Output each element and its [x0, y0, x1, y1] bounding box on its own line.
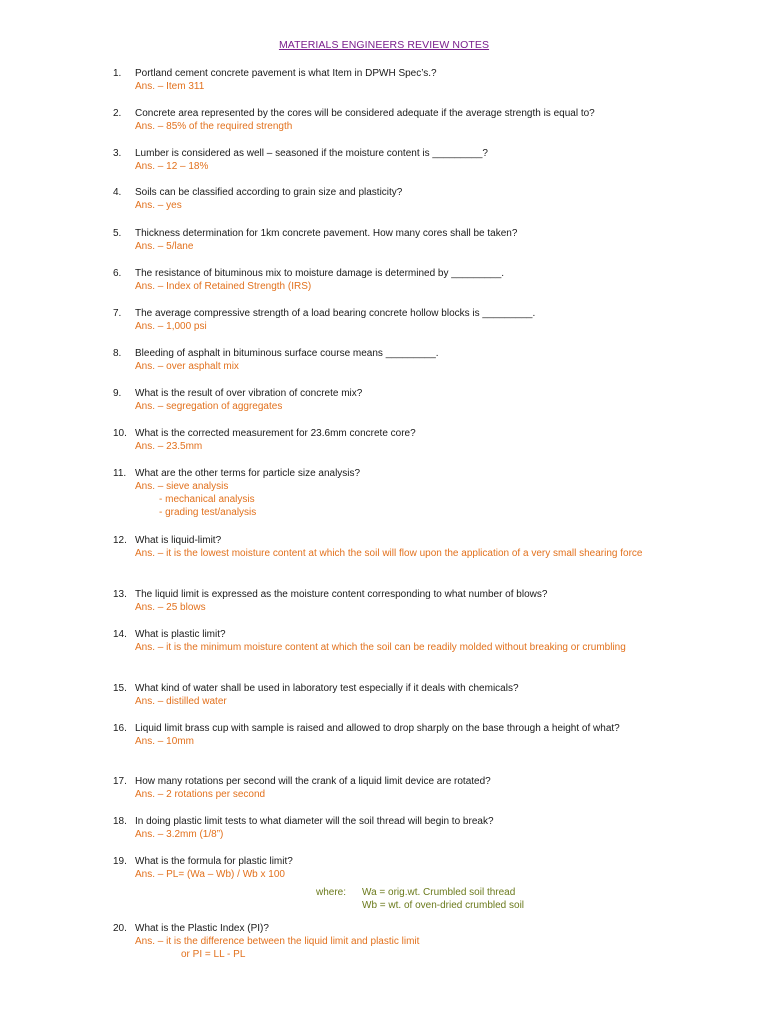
question-number: 3. — [113, 148, 122, 159]
answer-text: Ans. – distilled water — [135, 696, 227, 707]
answer-text: Ans. – 1,000 psi — [135, 321, 207, 332]
answer-text: Ans. – 2 rotations per second — [135, 789, 266, 800]
question-item-15 — [113, 682, 683, 708]
answer-text: Ans. – over asphalt mix — [135, 361, 239, 372]
question-item-16 — [113, 722, 683, 748]
answer-text: Ans. – segregation of aggregates — [135, 401, 283, 412]
question-item-5 — [113, 227, 683, 253]
question-number: 12. — [113, 535, 127, 546]
answer-text: Ans. – 3.2mm (1/8”) — [135, 829, 224, 840]
question-item-13 — [113, 588, 683, 614]
question-text: Bleeding of asphalt in bituminous surface course means _________. — [135, 348, 439, 359]
document-title: MATERIALS ENGINEERS REVIEW NOTES — [278, 39, 490, 51]
question-text: What is the result of over vibration of concrete mix? — [135, 388, 363, 399]
question-item-14 — [113, 628, 683, 654]
question-item-19 — [113, 855, 683, 912]
answer-text: Ans. – Index of Retained Strength (IRS) — [135, 281, 312, 292]
question-item-7 — [113, 307, 683, 333]
answer-text: Ans. – PL= (Wa – Wb) / Wb x 100 — [135, 869, 285, 880]
answer-text: Ans. – 85% of the required strength — [135, 121, 293, 132]
answer-text: Ans. – 25 blows — [135, 602, 206, 613]
question-number: 6. — [113, 268, 122, 279]
question-text: In doing plastic limit tests to what diameter will the soil thread will begin to break? — [135, 816, 494, 827]
question-item-2 — [113, 107, 683, 133]
question-number: 8. — [113, 348, 122, 359]
answer-text: Ans. – 23.5mm — [135, 441, 203, 452]
answer-text: Ans. – 12 – 18% — [135, 161, 209, 172]
question-text: Thickness determination for 1km concrete pavement. How many cores shall be taken? — [135, 228, 518, 239]
question-item-9 — [113, 387, 683, 413]
question-item-18 — [113, 815, 683, 841]
question-item-8 — [113, 347, 683, 373]
question-text: How many rotations per second will the crank of a liquid limit device are rotated? — [135, 776, 491, 787]
answer-text: Ans. – 5/lane — [135, 241, 194, 252]
question-number: 17. — [113, 776, 127, 787]
answer-text: Ans. – yes — [135, 200, 182, 211]
question-number: 18. — [113, 816, 127, 827]
question-number: 2. — [113, 108, 122, 119]
question-text: The average compressive strength of a load bearing concrete hollow blocks is _________. — [135, 308, 536, 319]
answer-text: Ans. – it is the minimum moisture content at which the soil can be readily molded without breaking or crumbling — [135, 642, 626, 653]
question-text: Liquid limit brass cup with sample is raised and allowed to drop sharply on the base through a height of what? — [135, 723, 620, 734]
question-number: 5. — [113, 228, 122, 239]
question-number: 13. — [113, 589, 127, 600]
question-number: 10. — [113, 428, 127, 439]
answer-text: Ans. – it is the lowest moisture content at which the soil will flow upon the application of a very small shearing force — [135, 548, 643, 559]
question-text: Portland cement concrete pavement is what Item in DPWH Spec’s.? — [135, 68, 437, 79]
question-item-12 — [113, 534, 683, 560]
answer-text: Ans. – sieve analysis — [135, 481, 229, 492]
answer-subitem: - grading test/analysis — [159, 507, 257, 518]
question-item-1 — [113, 67, 683, 93]
formula-legend-line — [113, 899, 683, 912]
question-item-10 — [113, 427, 683, 453]
question-text: The resistance of bituminous mix to moisture damage is determined by _________. — [135, 268, 505, 279]
question-text: The liquid limit is expressed as the moisture content corresponding to what number of blows? — [135, 589, 548, 600]
question-item-20 — [113, 922, 683, 961]
formula-variable-definition: Wa = orig.wt. Crumbled soil thread — [362, 887, 516, 898]
question-number: 11. — [113, 468, 127, 479]
answer-formula: or PI = LL - PL — [181, 949, 246, 960]
question-number: 20. — [113, 923, 127, 934]
question-number: 19. — [113, 856, 127, 867]
question-item-3 — [113, 147, 683, 173]
question-number: 4. — [113, 187, 122, 198]
question-number: 15. — [113, 683, 127, 694]
answer-text: Ans. – 10mm — [135, 736, 194, 747]
question-text: What is the formula for plastic limit? — [135, 856, 293, 867]
formula-where-label: where: — [316, 887, 347, 898]
formula-legend-line — [113, 886, 683, 899]
question-number: 9. — [113, 388, 122, 399]
answer-subitem: - mechanical analysis — [159, 494, 255, 505]
question-text: What is plastic limit? — [135, 629, 226, 640]
question-number: 1. — [113, 68, 122, 79]
question-number: 7. — [113, 308, 122, 319]
answer-text: Ans. – Item 311 — [135, 81, 205, 92]
question-text: What is the Plastic Index (PI)? — [135, 923, 269, 934]
question-text: Soils can be classified according to grain size and plasticity? — [135, 187, 403, 198]
question-item-17 — [113, 775, 683, 801]
question-text: What is liquid-limit? — [135, 535, 222, 546]
question-text: What are the other terms for particle size analysis? — [135, 468, 361, 479]
formula-variable-definition: Wb = wt. of oven-dried crumbled soil — [362, 900, 525, 911]
question-item-4 — [113, 186, 683, 212]
question-item-11 — [113, 467, 683, 519]
question-text: What kind of water shall be used in laboratory test especially if it deals with chemicals? — [135, 683, 519, 694]
question-number: 14. — [113, 629, 127, 640]
question-number: 16. — [113, 723, 127, 734]
question-text: Lumber is considered as well – seasoned if the moisture content is _________? — [135, 148, 488, 159]
question-item-6 — [113, 267, 683, 293]
question-text: Concrete area represented by the cores will be considered adequate if the average strength is equal to? — [135, 108, 595, 119]
answer-text: Ans. – it is the difference between the liquid limit and plastic limit — [135, 936, 420, 947]
question-text: What is the corrected measurement for 23.6mm concrete core? — [135, 428, 416, 439]
